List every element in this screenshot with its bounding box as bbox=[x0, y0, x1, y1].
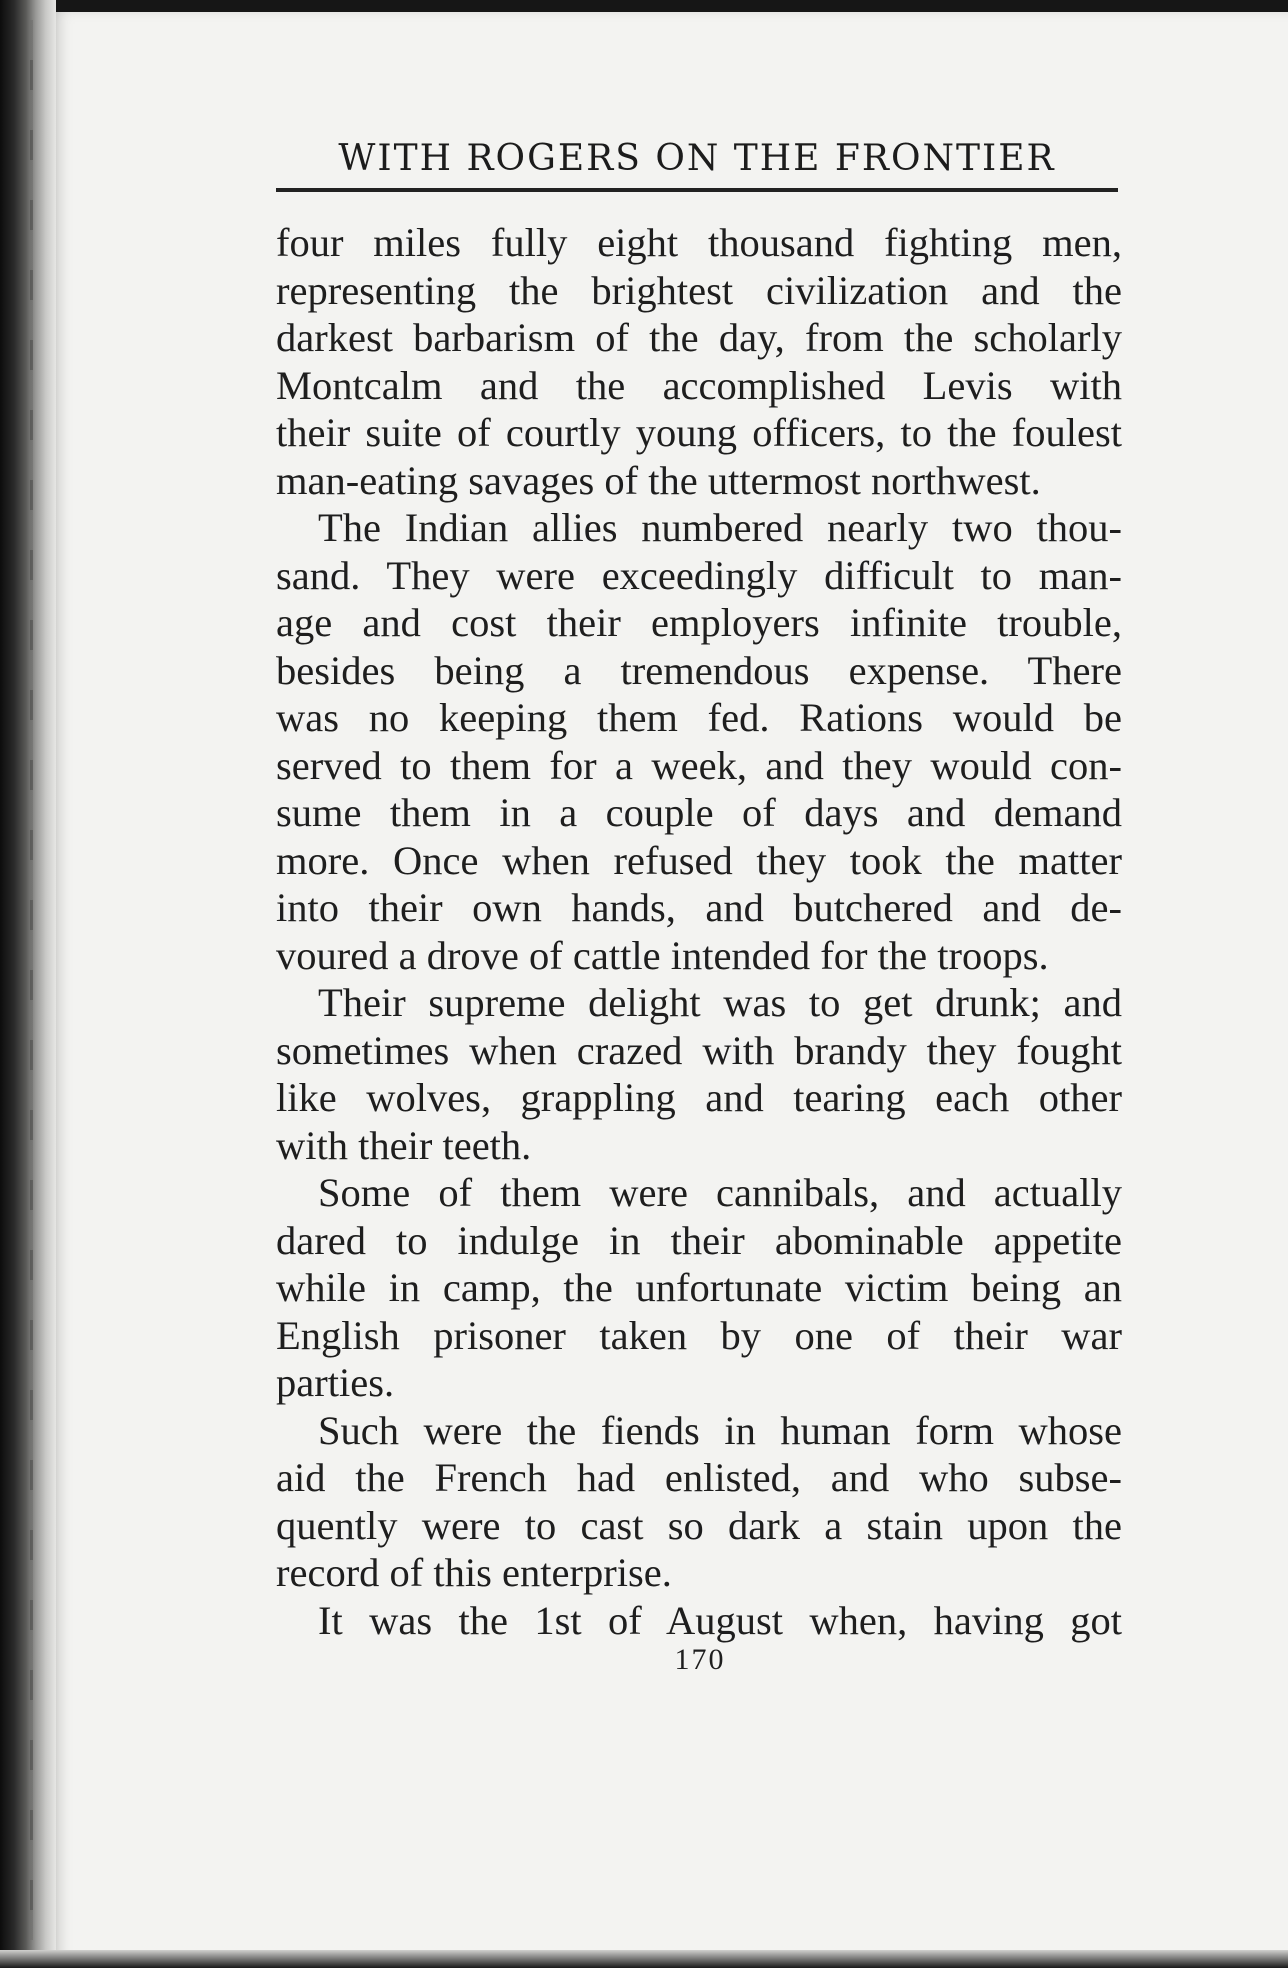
text-line: The Indian allies numbered nearly two thou- bbox=[318, 505, 1122, 550]
text-line: It was the 1st of August when, having got bbox=[318, 1597, 1122, 1643]
text-line: sand. They were exceedingly difficult to man- bbox=[276, 552, 1122, 598]
text-line: sometimes when crazed with brandy they fought bbox=[276, 1027, 1122, 1073]
text-line: dared to indulge in their abominable appetite bbox=[276, 1217, 1122, 1263]
book-binding-edge bbox=[0, 0, 56, 1968]
text-line: more. Once when refused they took the matter bbox=[276, 837, 1122, 883]
text-line: English prisoner taken by one of their war bbox=[276, 1312, 1122, 1358]
text-line: age and cost their employers infinite trouble, bbox=[276, 600, 1122, 645]
text-line: voured a drove of cattle intended for the troops. bbox=[276, 932, 1049, 978]
running-head bbox=[276, 130, 1118, 192]
text-line: representing the brightest civilization and the bbox=[276, 267, 1122, 313]
text-line: sume them in a couple of days and demand bbox=[276, 790, 1122, 835]
text-line: darkest barbarism of the day, from the scholarly bbox=[276, 315, 1122, 360]
text-line: with their teeth. bbox=[276, 1122, 532, 1168]
body-text bbox=[276, 219, 1122, 1644]
text-line: record of this enterprise. bbox=[276, 1550, 672, 1595]
text-line: while in camp, the unfortunate victim being an bbox=[276, 1265, 1122, 1310]
text-line: Such were the fiends in human form whose bbox=[318, 1407, 1122, 1453]
text-line: into their own hands, and butchered and de- bbox=[276, 885, 1122, 930]
page-number: 170 bbox=[674, 1643, 726, 1676]
running-head-text: WITH ROGERS ON THE FRONTIER bbox=[338, 138, 1056, 179]
text-line: Their supreme delight was to get drunk; and bbox=[318, 980, 1122, 1025]
text-line: quently were to cast so dark a stain upon the bbox=[276, 1502, 1122, 1548]
text-line: their suite of courtly young officers, to the foulest bbox=[276, 410, 1122, 455]
text-line: served to them for a week, and they would con- bbox=[276, 742, 1122, 788]
text-line: was no keeping them fed. Rations would be bbox=[276, 695, 1122, 740]
text-line: Montcalm and the accomplished Levis with bbox=[276, 362, 1122, 408]
text-line: besides being a tremendous expense. There bbox=[276, 647, 1122, 693]
text-line: man-eating savages of the uttermost northwest. bbox=[276, 457, 1041, 503]
text-line: like wolves, grappling and tearing each other bbox=[276, 1075, 1122, 1120]
text-line: four miles fully eight thousand fighting men, bbox=[276, 220, 1122, 265]
text-line: Some of them were cannibals, and actually bbox=[318, 1170, 1122, 1215]
page-bottom-edge bbox=[0, 1950, 1288, 1968]
text-line: parties. bbox=[276, 1360, 395, 1405]
text-line: aid the French had enlisted, and who subse- bbox=[276, 1455, 1122, 1500]
